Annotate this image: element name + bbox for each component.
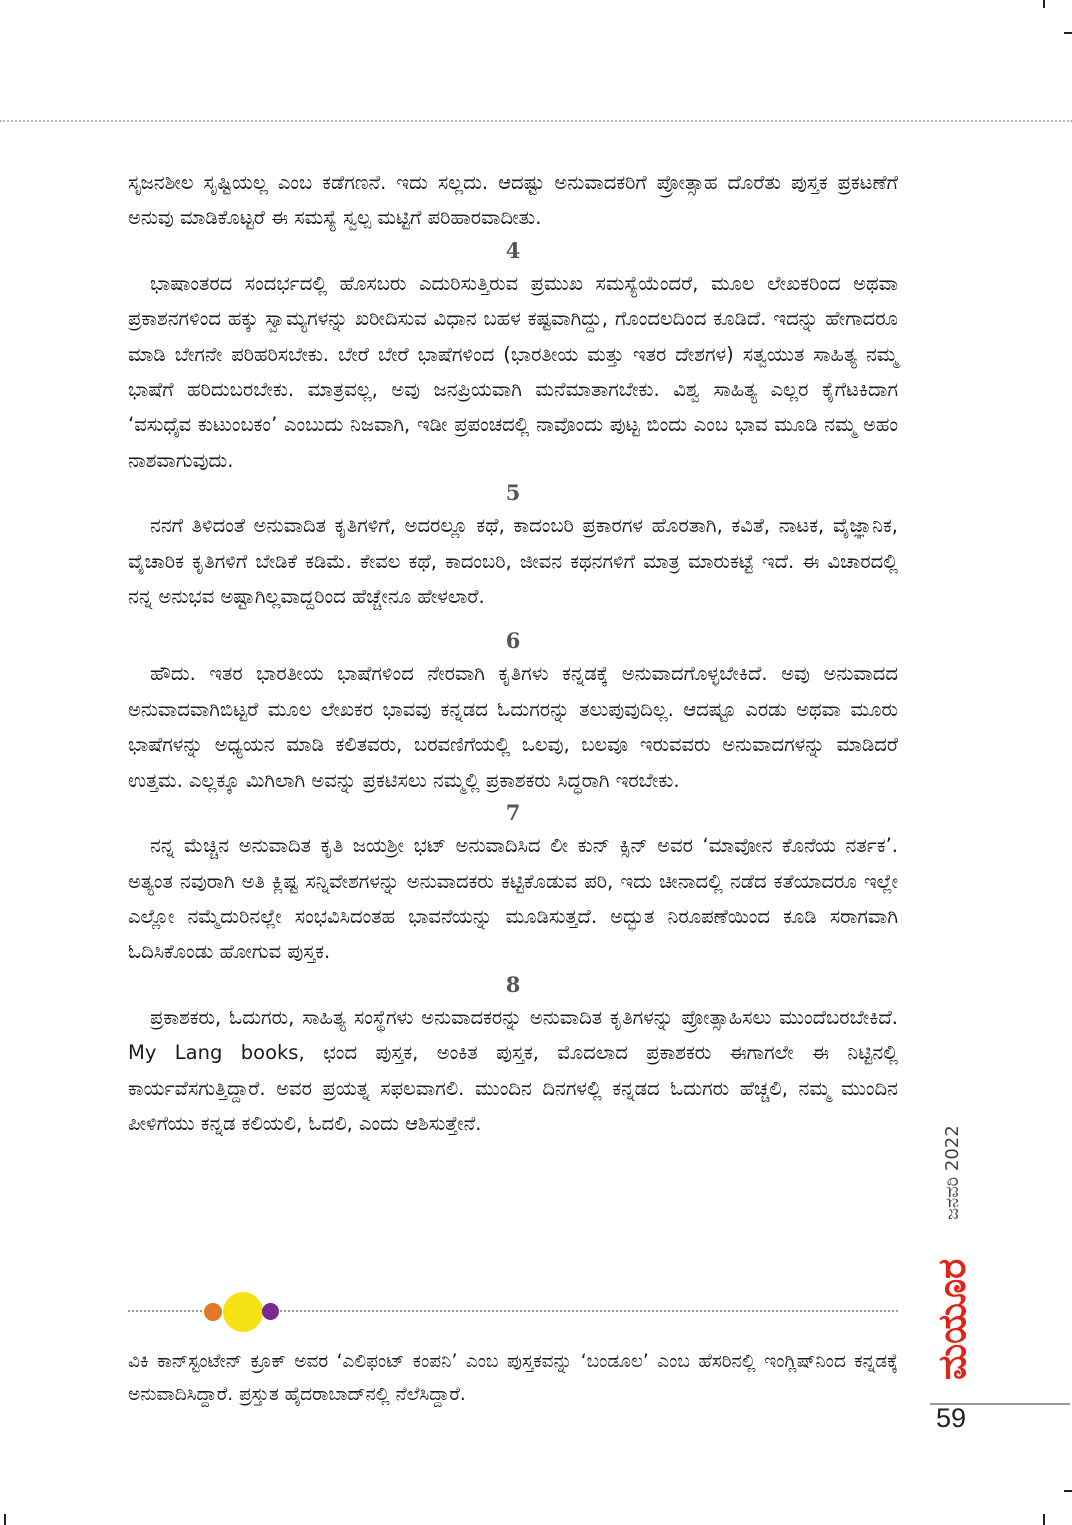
paragraph: ಸೃಜನಶೀಲ ಸೃಷ್ಟಿಯಲ್ಲ ಎಂಬ ಕಡೆಗಣನೆ. ಇದು ಸಲ್ಲದು. ಆದಷ್ಟು ಅನುವಾದಕರಿಗೆ ಪ್ರೋತ್ಸಾಹ ದೊರೆತು ಪುಸ್ತಕ ಪ್ರಕಟಣೆಗೆ ಅನುವು ಮಾಡಿಕೊಟ್ಟರೆ ಈ ಸಮಸ್ಯೆ ಸ್ವಲ್ಪ ಮಟ್ಟಿಗೆ ಪರಿಹಾರವಾದೀತು. bbox=[128, 171, 898, 230]
section-number: 8 bbox=[505, 971, 521, 997]
crop-mark bbox=[1043, 1514, 1045, 1525]
paragraph: ಭಾಷಾಂತರದ ಸಂದರ್ಭದಲ್ಲಿ ಹೊಸಬರು ಎದುರಿಸುತ್ತಿರುವ ಪ್ರಮುಖ ಸಮಸ್ಯೆಯೆಂದರೆ, ಮೂಲ ಲೇಖಕರಿಂದ ಅಥವಾ ಪ್ರಕಾಶನಗಳಿಂದ ಹಕ್ಕು ಸ್ವಾಮ್ಯಗಳನ್ನು ಖರೀದಿಸುವ ವಿಧಾನ ಬಹಳ ಕಷ್ಟವಾಗಿದ್ದು, ಗೊಂದಲದಿಂದ ಕೂಡಿದೆ. ಇದನ್ನು ಹೇಗಾದರೂ ಮಾಡಿ ಬೇಗನೇ ಪರಿಹರಿಸಬೇಕು. ಬೇರೆ ಬೇರೆ ಭಾಷೆಗಳಿಂದ (ಭಾರತೀಯ ಮತ್ತು ಇತರ ದೇಶಗಳ) ಸತ್ವಯುತ ಸಾಹಿತ್ಯ ನಮ್ಮ ಭಾಷೆಗೆ ಹರಿದುಬರಬೇಕು. ಮಾತ್ರವಲ್ಲ, ಅವು ಜನಪ್ರಿಯವಾಗಿ ಮನೆಮಾತಾಗಬೇಕು. ವಿಶ್ವ ಸಾಹಿತ್ಯ ಎಲ್ಲರ ಕೈಗೆಟಕಿದಾಗ ‘ವಸುಧೈವ ಕುಟುಂಬಕಂ’ ಎಂಬುದು ನಿಜವಾಗಿ, ಇಡೀ ಪ್ರಪಂಚದಲ್ಲಿ ನಾವೊಂದು ಪುಟ್ಟ ಬಿಂದು ಎಂಬ ಭಾವ ಮೂಡಿ ನಮ್ಮ ಅಹಂ ನಾಶವಾಗುವುದು. bbox=[128, 271, 898, 472]
crop-mark bbox=[1043, 0, 1045, 8]
purple-dot bbox=[262, 1303, 279, 1320]
section-number: 5 bbox=[505, 480, 521, 506]
issue-date-text: ಜನವರಿ 2022 bbox=[942, 1125, 963, 1220]
article-body bbox=[128, 165, 898, 1141]
top-dotted-rule bbox=[0, 120, 1072, 122]
orange-dot bbox=[204, 1303, 222, 1321]
section-number: 4 bbox=[505, 237, 521, 263]
crop-mark bbox=[1064, 32, 1072, 34]
paragraph: ಪ್ರಕಾಶಕರು, ಓದುಗರು, ಸಾಹಿತ್ಯ ಸಂಸ್ಥೆಗಳು ಅನುವಾದಕರನ್ನು ಅನುವಾದಿತ ಕೃತಿಗಳನ್ನು ಪ್ರೋತ್ಸಾಹಿಸಲು ಮುಂದೆಬರಬೇಕಿದೆ. My Lang books, ಛಂದ ಪುಸ್ತಕ, ಅಂಕಿತ ಪುಸ್ತಕ, ಮೊದಲಾದ ಪ್ರಕಾಶಕರು ಈಗಾಗಲೇ ಈ ನಿಟ್ಟಿನಲ್ಲಿ ಕಾರ್ಯವೆಸಗುತ್ತಿದ್ದಾರೆ. ಅವರ ಪ್ರಯತ್ನ ಸಫಲವಾಗಲಿ. ಮುಂದಿನ ದಿನಗಳಲ್ಲಿ ಕನ್ನಡದ ಓದುಗರು ಹೆಚ್ಚಲಿ, ನಮ್ಮ ಮುಂದಿನ ಪೀಳಿಗೆಯು ಕನ್ನಡ ಕಲಿಯಲಿ, ಓದಲಿ, ಎಂದು ಆಶಿಸುತ್ತೇನೆ. bbox=[128, 1005, 898, 1135]
crop-mark bbox=[4, 1514, 6, 1525]
paragraph: ಹೌದು. ಇತರ ಭಾರತೀಯ ಭಾಷೆಗಳಿಂದ ನೇರವಾಗಿ ಕೃತಿಗಳು ಕನ್ನಡಕ್ಕೆ ಅನುವಾದಗೊಳ್ಳಬೇಕಿದೆ. ಅವು ಅನುವಾದದ ಅನುವಾದವಾಗಿಬಿಟ್ಟರೆ ಮೂಲ ಲೇಖಕರ ಭಾವವು ಕನ್ನಡದ ಓದುಗರನ್ನು ತಲುಪುವುದಿಲ್ಲ. ಆದಷ್ಟೂ ಎರಡು ಅಥವಾ ಮೂರು ಭಾಷೆಗಳನ್ನು ಅಧ್ಯಯನ ಮಾಡಿ ಕಲಿತವರು, ಬರವಣಿಗೆಯಲ್ಲಿ ಒಲವು, ಬಲವೂ ಇರುವವರು ಅನುವಾದಗಳನ್ನು ಮಾಡಿದರೆ ಉತ್ತಮ. ಎಲ್ಲಕ್ಕೂ ಮಿಗಿಲಾಗಿ ಅವನ್ನು ಪ್ರಕಟಿಸಲು ನಮ್ಮಲ್ಲಿ ಪ್ರಕಾಶಕರು ಸಿದ್ಧರಾಗಿ ಇರಬೇಕು. bbox=[128, 662, 898, 792]
section-number: 6 bbox=[505, 628, 521, 654]
section-number: 7 bbox=[505, 800, 521, 826]
magazine-logo-text: ಮಯೂರ bbox=[930, 1258, 974, 1380]
paragraph: ನನಗೆ ತಿಳಿದಂತೆ ಅನುವಾದಿತ ಕೃತಿಗಳಿಗೆ, ಅದರಲ್ಲೂ ಕಥೆ, ಕಾದಂಬರಿ ಪ್ರಕಾರಗಳ ಹೊರತಾಗಿ, ಕವಿತೆ, ನಾಟಕ, ವೈಜ್ಞಾನಿಕ, ವೈಚಾರಿಕ ಕೃತಿಗಳಿಗೆ ಬೇಡಿಕೆ ಕಡಿಮೆ. ಕೇವಲ ಕಥೆ, ಕಾದಂಬರಿ, ಜೀವನ ಕಥನಗಳಿಗೆ ಮಾತ್ರ ಮಾರುಕಟ್ಟೆ ಇದೆ. ಈ ವಿಚಾರದಲ್ಲಿ ನನ್ನ ಅನುಭವ ಅಷ್ಟಾಗಿಲ್ಲವಾದ್ದರಿಂದ ಹೆಚ್ಚೇನೂ ಹೇಳಲಾರೆ. bbox=[128, 514, 898, 609]
crop-mark bbox=[1064, 1490, 1072, 1492]
author-bio bbox=[128, 1345, 898, 1411]
page-number: 59 bbox=[936, 1403, 967, 1433]
paragraph: ನನ್ನ ಮೆಚ್ಚಿನ ಅನುವಾದಿತ ಕೃತಿ ಜಯಶ್ರೀ ಭಟ್ ಅನುವಾದಿಸಿದ ಲೀ ಕುನ್ ಕ್ಸಿನ್ ಅವರ ‘ಮಾವೋನ ಕೊನೆಯ ನರ್ತಕ’. ಅತ್ಯಂತ ನವುರಾಗಿ ಅತಿ ಕ್ಲಿಷ್ಟ ಸನ್ನಿವೇಶಗಳನ್ನು ಅನುವಾದಕರು ಕಟ್ಟಿಕೊಡುವ ಪರಿ, ಇದು ಚೀನಾದಲ್ಲಿ ನಡೆದ ಕತೆಯಾದರೂ ಇಲ್ಲೇ ಎಲ್ಲೋ ನಮ್ಮೆದುರಿನಲ್ಲೇ ಸಂಭವಿಸಿದಂತಹ ಭಾವನೆಯನ್ನು ಮೂಡಿಸುತ್ತದೆ. ಅದ್ಭುತ ನಿರೂಪಣೆಯಿಂದ ಕೂಡಿ ಸರಾಗವಾಗಿ ಓದಿಸಿಕೊಂಡು ಹೋಗುವ ಪುಸ್ತಕ. bbox=[128, 834, 898, 964]
author-bio-text: ವಿಕಿ ಕಾನ್‌ಸ್ಟಂಟೇನ್ ಕ್ರೂಕ್ ಅವರ ‘ಎಲಿಫಂಟ್ ಕಂಪನಿ’ ಎಂಬ ಪುಸ್ತಕವನ್ನು ‘ಬಂಡೂಲ’ ಎಂಬ ಹೆಸರಿನಲ್ಲಿ ಇಂಗ್ಲಿಷ್‌ನಿಂದ ಕನ್ನಡಕ್ಕೆ ಅನುವಾದಿಸಿದ್ದಾರೆ. ಪ್ರಸ್ತುತ ಹೈದರಾಬಾದ್‌ನಲ್ಲಿ ನೆಲೆಸಿದ್ದಾರೆ. bbox=[128, 1351, 898, 1405]
yellow-dot bbox=[223, 1292, 263, 1332]
